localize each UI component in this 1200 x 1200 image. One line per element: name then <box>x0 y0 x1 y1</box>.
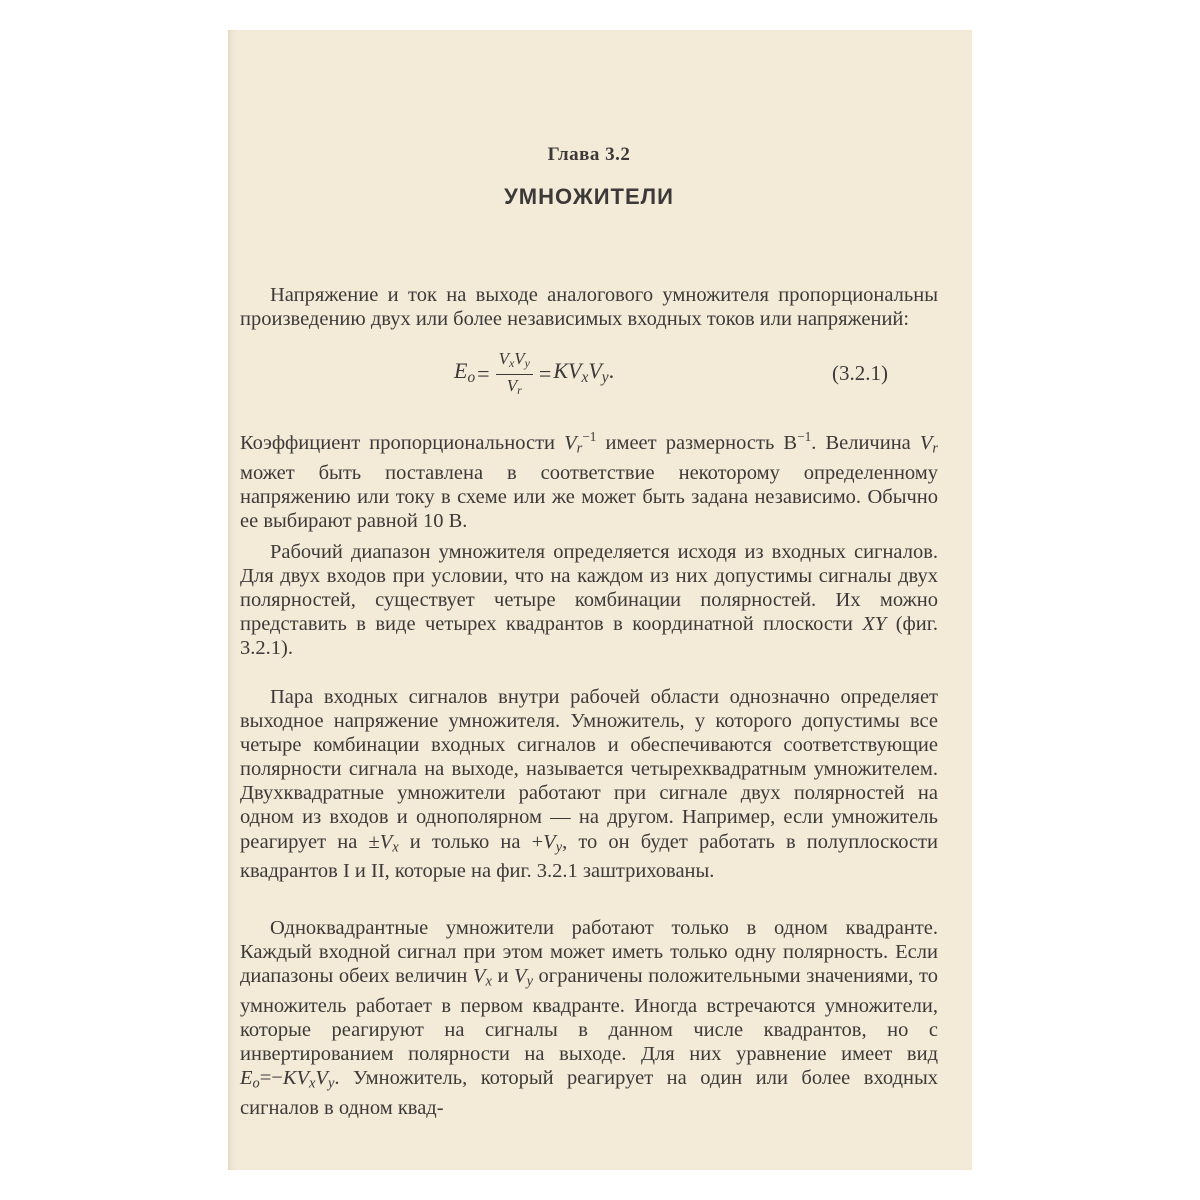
paragraph-range: Рабочий диапазон умножителя определяется исходя из входных сигналов. Для двух входов при условии, что на каждом из них допустимы сигналы двух полярностей, существует четыре комбинации полярностей. Их можно представить в виде четырех квадрантов в координатной плоскости XY (фиг. 3.2.1). <box>240 541 938 660</box>
eq-rhs: $KV_xV_y$. <box>553 357 615 386</box>
book-page <box>228 30 972 1170</box>
section-title: УМНОЖИТЕЛИ <box>504 184 674 209</box>
equation-3-2-1 <box>240 343 938 405</box>
eq-numerator: $V_xV_y$ <box>496 349 533 375</box>
equation-number: (3.2.1) <box>832 361 888 385</box>
paragraph-four-quadrant: Пара входных сигналов внутри рабочей области однозначно определяет выходное напряжение умножителя. Умножитель, у которого допустимы все четыре комбинации входных сигналов и обеспечиваются соответствующие полярности сигнала на выходе, называется четырехквадратным умножителем. Двухквадратные умножители работают при сигнале двух полярностей на одном из входов и однополярном — на другом. Например, если умножитель реагирует на $\pm V_x$ и только на $+V_y$, то он будет работать в полуплоскости квадрантов I и II, которые на фиг. 3.2.1 заштрихованы. <box>240 686 938 883</box>
paragraph-coefficient: Коэффициент пропорциональности $V_r^{-1}$ имеет размерность $В^{-1}$. Величина $V_r$ может быть поставлена в соответствие некоторому определенному напряжению или току в схеме или же может быть задана независимо. Обычно ее выбирают равной 10 В. <box>240 429 938 532</box>
intro-paragraph: Напряжение и ток на выходе аналогового умножителя пропорциональны произведению двух или более независимых входных токов или напряжений: <box>240 284 938 331</box>
chapter-heading: Глава 3.2 <box>547 144 631 165</box>
eq-lhs: $E_o$ <box>454 357 476 386</box>
paragraph-one-quadrant: Одноквадрантные умножители работают только в одном квадранте. Каждый входной сигнал при этом может иметь только одну полярность. Если диапазоны обеих величин $V_x$ и $V_y$ ограничены положительными значениями, то умножитель работает в первом квадранте. Иногда встречаются умножители, которые реагируют на сигналы в данном числе квадрантов, но с инвертированием полярности на выходе. Для них уравнение имеет вид $E_o=-KV_xV_y$. Умножитель, который реагирует на один или более входных сигналов в одном квад- <box>240 917 938 1119</box>
eq-equals-2: = <box>538 360 552 386</box>
eq-equals-1: = <box>477 360 490 386</box>
equation-body <box>454 343 614 405</box>
eq-fraction <box>496 349 533 400</box>
eq-denominator: $V_r$ <box>506 375 522 397</box>
